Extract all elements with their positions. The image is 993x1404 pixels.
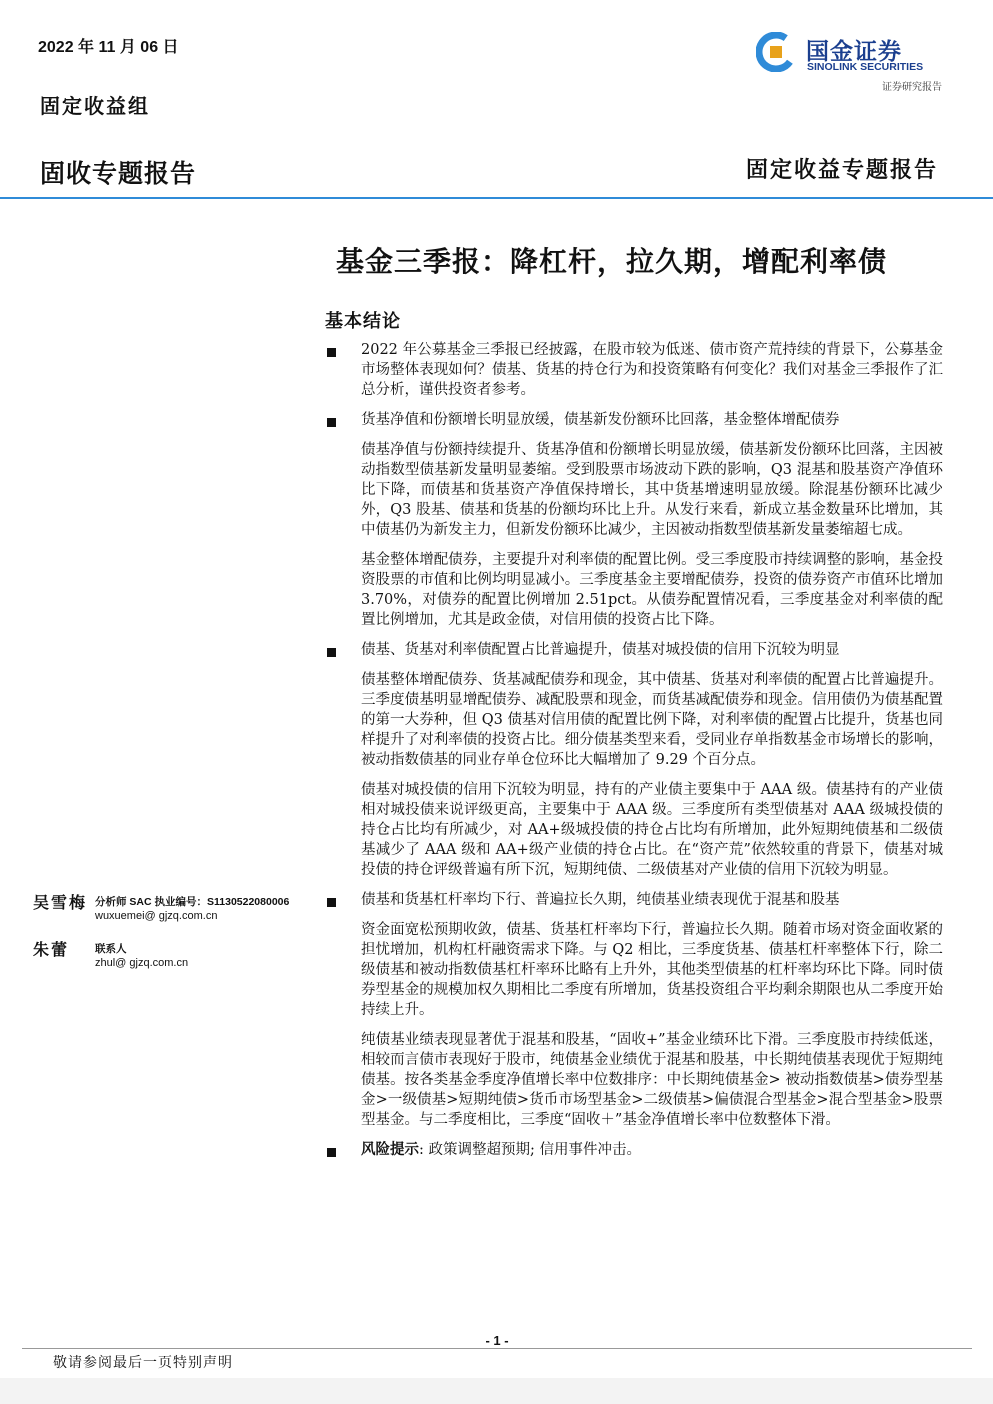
body-paragraph: 纯债基业绩表现显著优于混基和股基，“固收+”基金业绩环比下滑。三季度股市持续低迷，相较而言债市表现好于股市，纯债基金业绩优于混基和股基，中长期纯债基表现优于短期纯债基。按各类基金季度净值增长率中位数排序：中长期纯债基金> 被动指数债基>债券型基金>一级债基>短期纯债>货币市场型基金>二级债基>偏债混合型基金>混合型基金>股票型基金。与二季度相比，三季度“固收＋”基金净值增长率中位数整体下滑。 [361,1032,943,1128]
logo-subtitle: 证券研究报告 [882,82,942,93]
logo-name-en: SINOLINK SECURITIES [807,61,924,73]
analyst-email[interactable]: wuxuemei@ gjzq.com.cn [95,910,218,922]
header-divider [0,197,993,199]
body-paragraph: 债基净值与份额持续提升、货基净值和份额增长明显放缓，债基新发份额环比回落，主因被动指数型债基新发量明显萎缩。受到股票市场波动下跌的影响，Q3 混基和股基资产净值环比下降，而债基和货基资产净值保持增长，其中货基增速明显放缓。除混基份额环比减少外，Q3 股基、债基和货基的份额均环比上升。从发行来看，新成立基金数量环比增加，其中债基仍为新发主力，但新发份额环比减少，主因被动指数型债基新发量萎缩超七成。 [361,442,943,538]
contact-name: 朱蕾 [33,940,70,959]
risk-label: 风险提示 [361,1141,419,1158]
square-bullet-icon [327,648,336,657]
contact-role: 联系人 [95,943,127,955]
square-bullet-icon [327,898,336,907]
bullet-item [325,410,943,430]
report-type-left: 固收专题报告 [40,160,197,188]
bullet-item [325,340,943,400]
sinolink-logo-icon [756,32,796,72]
bullet-heading: 债基、货基对利率债配置占比普遍提升，债基对城投债的信用下沉较为明显 [361,642,840,658]
logo-name-cn: 国金证券 [806,38,902,64]
company-logo [756,30,946,94]
main-content [325,340,943,1170]
footer-disclaimer: 敬请参阅最后一页特别声明 [53,1355,233,1371]
body-paragraph: 资金面宽松预期收敛，债基、货基杠杆率均下行，普遍拉长久期。随着市场对资金面收紧的担忧增加，机构杠杆融资需求下降。与 Q2 相比，三季度货基、债基杠杆率整体下行，除二级债基和被动指数债基杠杆率环比略有上升外，其他类型债基的杠杆率均环比下降。同时债券型基金的规模加权久期相比二季度有所增加，货基投资组合平均剩余期限也从二季度开始持续上升。 [361,922,943,1018]
bullet-heading: 债基和货基杠杆率均下行、普遍拉长久期，纯债基业绩表现优于混基和股基 [361,892,840,908]
report-title: 基金三季报：降杠杆，拉久期，增配利率债 [336,245,888,278]
body-paragraph: 债基整体增配债券、货基减配债券和现金，其中债基、货基对利率债的配置占比普遍提升。三季度债基明显增配债券、减配股票和现金，而货基减配债券和现金。信用债仍为债基配置的第一大券种，但 Q3 债基对信用债的配置比例下降，对利率债的配置占比提升，货基也同样提升了对利率债的投资占比。细分债基类型来看，受同业存单指数基金市场增长的影响，被动指数债基的同业存单仓位环比大幅增加了 9.29 个百分点。 [361,672,943,768]
body-paragraph: 债基对城投债的信用下沉较为明显，持有的产业债主要集中于 AAA 级。债基持有的产业债相对城投债来说评级更高，主要集中于 AAA 级。三季度所有类型债基对 AAA 级城投债的持仓占比均有所减少，对 AA+级城投债的持仓占比均有所增加，此外短期纯债基和二级债基减少了 AAA 级和 AA+级产业债的持仓占比。在“资产荒”依然较重的背景下，债基对城投债的持仓评级普遍有所下沉，短期纯债、二级债基对产业债的信用下沉较为明显。 [361,782,943,878]
report-date: 2022 年 11 月 06 日 [38,39,179,56]
bullet-text: 2022 年公募基金三季报已经披露，在股市较为低迷、债市资产荒持续的背景下，公募基金市场整体表现如何？债基、货基的持仓行为和投资策略有何变化？我们对基金三季报作了汇总分析，谨供投资者参考。 [361,342,943,398]
bullet-item [325,640,943,660]
square-bullet-icon [327,348,336,357]
risk-warning [361,1140,943,1160]
risk-text: : 政策调整超预期; 信用事件冲击。 [419,1142,641,1158]
footer-divider [22,1348,972,1349]
bullet-item [325,890,943,910]
analyst-name: 吴雪梅 [33,893,88,912]
risk-item [325,1140,943,1160]
contact-email[interactable]: zhul@ gjzq.com.cn [95,957,189,969]
footer-strip [0,1378,993,1404]
body-paragraph: 基金整体增配债券，主要提升对利率债的配置比例。受三季度股市持续调整的影响，基金投资股票的市值和比例均明显减小。三季度基金主要增配债券，投资的债券资产市值环比增加 3.70%，对债券的配置比例增加 2.51pct。从债券配置情况看，三季度基金对利率债的配置比例增加，尤其是政金债，对信用债的投资占比下降。 [361,552,943,628]
square-bullet-icon [327,418,336,427]
page-number: - 1 - [485,1333,509,1348]
report-type-right: 固定收益专题报告 [745,157,938,183]
department-name: 固定收益组 [40,94,150,118]
bullet-heading: 货基净值和份额增长明显放缓，债基新发份额环比回落，基金整体增配债券 [361,412,840,428]
square-bullet-icon [327,1148,336,1157]
analyst-role: 分析师 SAC 执业编号：S1130522080006 [95,896,290,908]
section-heading: 基本结论 [325,311,401,332]
